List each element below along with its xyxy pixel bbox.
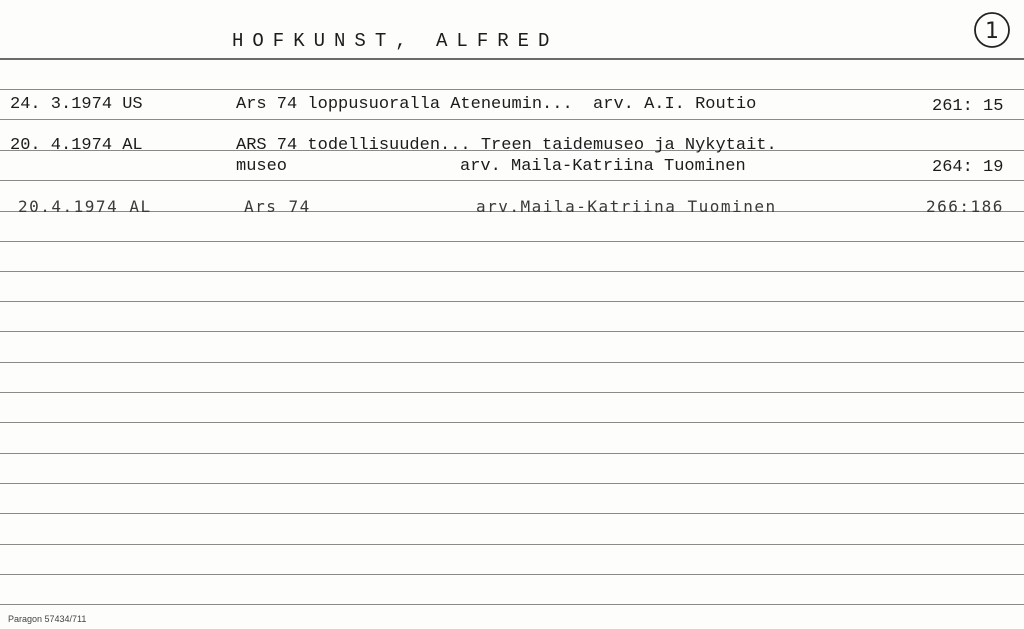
rule [0,119,1024,120]
rule [0,574,1024,575]
card-footer: Paragon 57434/711 [8,614,87,624]
entry-title: Ars 74 [244,197,311,216]
rule [0,453,1024,454]
rule [0,331,1024,332]
rule [0,241,1024,242]
entry-reference: 264: 19 [932,158,1004,177]
entry-reference: 261: 15 [932,97,1004,116]
circled-number-icon [972,10,1012,50]
rule [0,301,1024,302]
entry-date: 20.4.1974 AL [18,197,152,216]
rule [0,422,1024,423]
rule [0,180,1024,181]
entry-date: 24. 3.1974 US [10,95,143,114]
rule [0,271,1024,272]
entry-text: ARS 74 todellisuuden... Treen taidemuseo ja Nykytait. [236,136,777,155]
card-title: HOFKUNST, ALFRED [232,30,559,52]
entry-reviewer: arv.Maila-Katriina Tuominen [476,197,777,216]
entry-date: 20. 4.1974 AL [10,136,143,155]
rule [0,544,1024,545]
entry-text-continued: museo [236,157,288,176]
rule-top [0,58,1024,60]
rule [0,604,1024,605]
entry-reference: 266:186 [926,197,1004,216]
card-number: 1 [985,19,999,44]
entry-reviewer: arv. Maila-Katriina Tuominen [460,157,746,176]
rule [0,483,1024,484]
rule [0,362,1024,363]
entry-text: Ars 74 loppusuoralla Ateneumin... arv. A.I. Routio [236,95,757,114]
rule [0,513,1024,514]
rule [0,89,1024,90]
rule [0,392,1024,393]
